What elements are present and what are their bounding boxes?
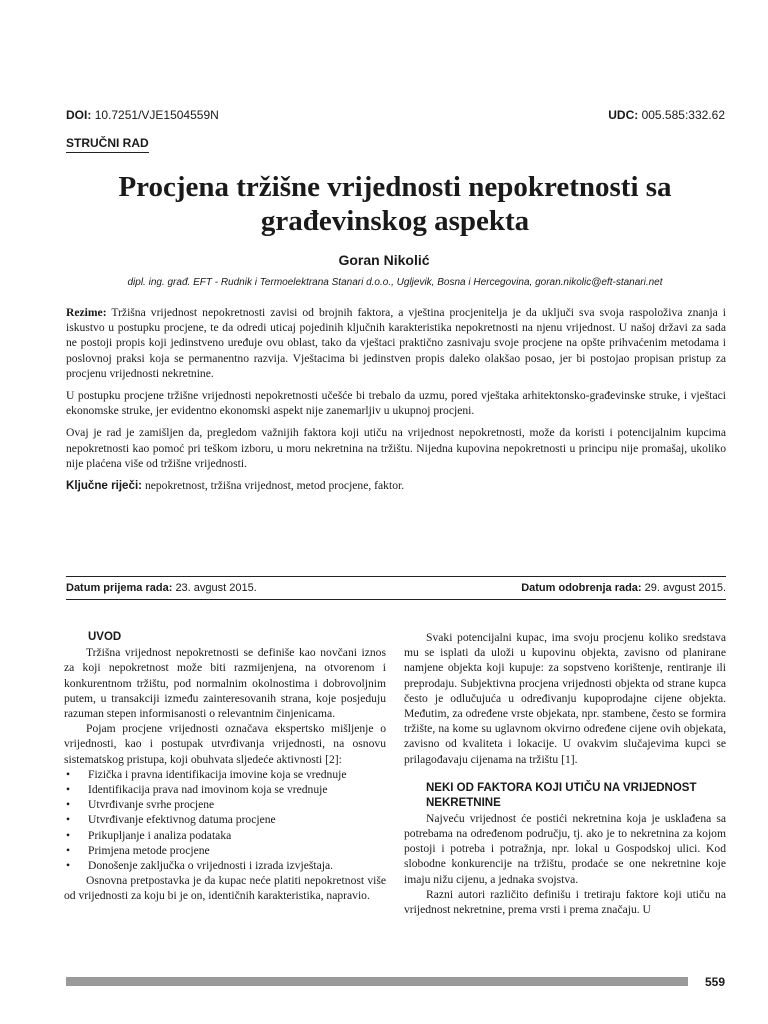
list-item: • Prikupljanje i analiza podataka <box>64 828 386 843</box>
article-title: Procjena tržišne vrijednosti nepokretnosti sa građevinskog aspekta <box>118 171 672 237</box>
uvod-paragraph-2: Pojam procjene vrijednosti označava ekspertsko mišljenje o vrijednosti, kao i postupak utvrđivanja vrijednosti, na osnovu sistematskog pristupa, koji obuhvata sljedeće aktivnosti [2]: <box>64 722 386 766</box>
abstract-paragraph-2: U postupku procjene tržišne vrijednosti nepokretnosti učešće bi trebalo da uzmu, pored vještaka arhitektonsko-građevinske struke, i vještaci ekonomske struke, jer evidentno ekonomski aspekt nije zanemarljiv u ukupnoj procjeni. <box>66 389 726 418</box>
received-date <box>66 582 257 594</box>
factors-heading: NEKI OD FAKTORA KOJI UTIČU NA VRIJEDNOST NEKRETNINE <box>426 781 697 809</box>
abstract-text-1: Tržišna vrijednost nepokretnosti zavisi od brojnih faktora, a vještina procjenitelja je da uključi sva svoja raspoloživa znanja i iskustvo u postupku procjene, te da odredi uticaj pojedinih ključnih karakteristika nepokretnosti na njenu vrijednost. U našoj državi za sada ne postoji propis koji jedinstveno uređuje ovu oblast, tako da vještaci praktično zasnivaju svoje procjene na opšte prihvaćenim metodama i poslovnoj praksi koja se permanentno razvija. Vještacima bi jedinstven propis daleko olakšao posao, jer bi postojao propisan pristup za procjenu vrijednosti nekretnine. <box>66 306 726 380</box>
activity-list <box>64 767 386 873</box>
list-item: • Fizička i pravna identifikacija imovine koja se vrednuje <box>64 767 386 782</box>
approved-date <box>521 582 726 594</box>
list-item: • Utvrđivanje efektivnog datuma procjene <box>64 812 386 827</box>
doi-label: DOI: <box>66 108 92 122</box>
dates-bar <box>66 576 726 600</box>
udc-label: UDC: <box>608 108 639 122</box>
received-value: 23. avgust 2015. <box>175 582 257 594</box>
keywords-label: Ključne riječi: <box>66 479 143 493</box>
uvod-paragraph-1: Tržišna vrijednost nepokretnosti se definiše kao novčani iznos za koji nepokretnost može biti razmijenjena, na otvorenom i konkurentnom tržištu, pod normalnim okolnostima i dobrovoljnim putem, u transakciji između zainteresovanih strana, koje posjeduju razuman stepen informisanosti o relevantnim činjenicama. <box>64 646 386 721</box>
column2-paragraph-2: Najveću vrijednost će postići nekretnina koja je usklađena sa potrebama na određenom području, tj. ako je to nekretnina za kojom postoji i potreba i potražnja, npr. lokal u Gospodskoj ulici. Kod slobodne konkurencije na tržištu, prodaće se one nekretnine koje imaju nižu cijenu, a jednaka svojstva. <box>404 811 726 886</box>
page-number: 559 <box>704 975 725 989</box>
list-item: • Utvrđivanje svrhe procjene <box>64 797 386 812</box>
uvod-heading: UVOD <box>88 631 122 643</box>
udc-value: 005.585:332.62 <box>641 108 725 122</box>
column2-paragraph-1: Svaki potencijalni kupac, ima svoju procjenu koliko sredstava mu se isplati da uloži u kupovinu objekta, zavisno od planirane namjene objekta koji kupuje: za sopstveno korištenje, rentiranje ili preprodaju. Subjektivna procjena vrijednosti objekta od strane kupca često je odlučujuća u određivanju kupoprodajne cijene objekta. Međutim, za određene vrste objekata, npr. stambene, često se formira tržište, na kome su uglavnom okvirno određene cijene ovih objekata, zavisno od kvaliteta i lokacije. U ovakvim slučajevima kupci se prilagođavaju cijenama na tržištu [1]. <box>404 631 726 766</box>
abstract-label: Rezime: <box>66 306 107 319</box>
uvod-paragraph-3: Osnovna pretpostavka je da kupac neće platiti nepokretnost više od vrijednosti za koju bi je on, identičnih karakteristika, napravio. <box>64 874 386 903</box>
abstract <box>66 305 726 500</box>
abstract-paragraph-1 <box>66 305 726 381</box>
author-name: Goran Nikolić <box>338 252 430 268</box>
approved-label: Datum odobrenja rada: <box>521 582 642 594</box>
doi-value: 10.7251/VJE1504559N <box>94 108 219 122</box>
list-item: • Primjena metode procjene <box>64 843 386 858</box>
list-item: • Donošenje zaključka o vrijednosti i izrada izvještaja. <box>64 858 386 873</box>
right-column <box>404 630 726 917</box>
doi-line <box>66 108 219 122</box>
keywords-line <box>66 478 726 493</box>
footer-bar <box>66 977 688 986</box>
list-item: • Identifikacija prava nad imovinom koja se vrednuje <box>64 782 386 797</box>
abstract-paragraph-3: Ovaj je rad je zamišljen da, pregledom važnijih faktora koji utiču na vrijednost nepokretnosti, može da koristi i potencijalnim kupcima nepokretnosti kao pomoć pri teškom izboru, u moru nekretnina na tržištu. Nijedna kupovina nepokretnosti u principu nije promašaj, ukoliko nije plaćena više od tržišne vrijednosti. <box>66 426 726 470</box>
left-column <box>64 630 386 904</box>
received-label: Datum prijema rada: <box>66 582 173 594</box>
column2-paragraph-3: Razni autori različito definišu i tretiraju faktore koji utiču na vrijednost nekretnine, prema vrsti i prema značaju. U <box>404 887 726 917</box>
section-label: STRUČNI RAD <box>66 136 149 153</box>
author-affiliation: dipl. ing. građ. EFT - Rudnik i Termoelektrana Stanari d.o.o., Ugljevik, Bosna i Hercegovina, goran.nikolic@eft-stanari.net <box>127 277 663 288</box>
udc-line <box>608 108 725 122</box>
approved-value: 29. avgust 2015. <box>644 582 726 594</box>
keywords-text: nepokretnost, tržišna vrijednost, metod procjene, faktor. <box>144 479 405 493</box>
